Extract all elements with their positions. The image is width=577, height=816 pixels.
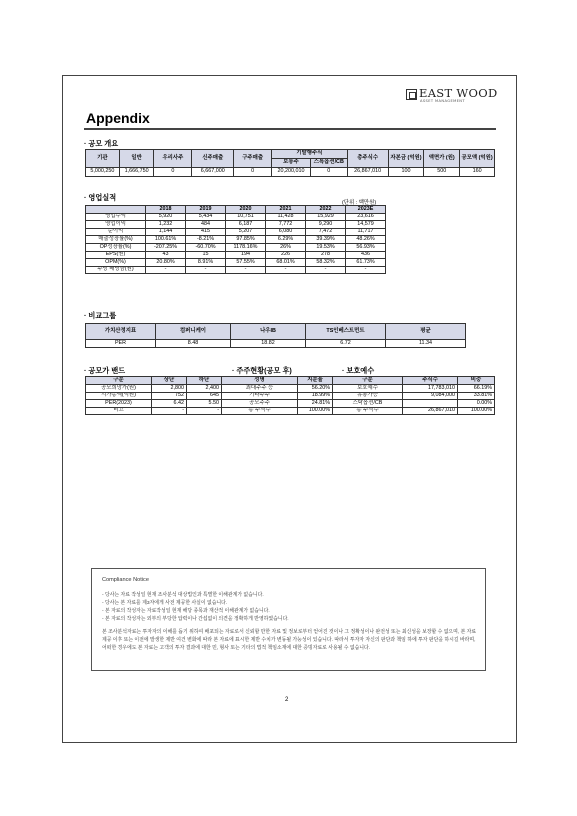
offering-cell: 26,867,010 (347, 168, 388, 177)
compliance-paragraph: 본 조사분석자료는 투자자의 이해를 돕기 위하여 배포되는 자료로서 신뢰할 만한 자료 및 정보로부터 얻어진 것이나 그 정확성이나 완전성 또는 최신성을 보장할 수 없으며, 본 자료 제공 이후 또는 이전에 발생한 제반 여건 변화에 따라 본 자료에 표시한 제반 수치가 변동될 가능성이 있습니다. 따라서 투자자 자신의 판단과 책임 하에 투자 판단을 하시길 바라며, 어떠한 경우에도 본 자료는 고객의 투자 결과에 대한 민, 형사 또는 기타의 법적 책임소재에 대한 증빙자료로 사용될 수 없습니다. (102, 630, 477, 651)
table-row (86, 385, 495, 393)
performance-cell: 9,290 (306, 221, 346, 229)
offering-cell: 500 (424, 168, 460, 177)
peers-cell: 18.82 (231, 340, 306, 348)
lockup-cell: 총 주식수 (333, 407, 403, 415)
table-row (86, 243, 386, 251)
table-row (86, 400, 495, 408)
band-cell: 5.50 (187, 400, 222, 408)
peers-header-cell: 가치산정지표 (86, 324, 156, 340)
lockup-cell: 유통가능 (333, 392, 403, 400)
band-cell: 752 (152, 392, 187, 400)
performance-cell: 1,232 (146, 221, 186, 229)
band-header-cell: 하단 (187, 377, 222, 385)
compliance-bullet: - 당사는 본 자료를 제3자에게 사전 제공한 사실이 없습니다. (102, 601, 228, 606)
performance-cell: 97.85% (226, 236, 266, 244)
holders-heading: · 주주현황(공모 후) (232, 366, 292, 375)
holders-cell: 공모주주 (222, 400, 298, 408)
band-cell: 공모희망가(원) (86, 385, 152, 393)
offering-cell: 0 (310, 168, 347, 177)
lockup-cell (403, 400, 458, 408)
holders-header-cell: 성명 (222, 377, 298, 385)
performance-cell: 20.80% (146, 259, 186, 267)
band-cell: 2,400 (187, 385, 222, 393)
table-row (86, 392, 495, 400)
offering-subheader-cell: 스톡옵션/CB (310, 159, 347, 168)
performance-cell: 484 (186, 221, 226, 229)
performance-header-cell (86, 206, 146, 214)
offering-header-cell: 기발행주식 (272, 150, 348, 159)
table-row (86, 407, 495, 415)
performance-cell: - (346, 266, 386, 274)
offering-header-cell: 구주매출 (234, 150, 272, 168)
performance-cell: 6,187 (226, 221, 266, 229)
performance-cell: 48.26% (346, 236, 386, 244)
performance-cell: -8.21% (186, 236, 226, 244)
lockup-cell: 0.00% (458, 400, 495, 408)
offering-heading: · 공모 개요 (84, 139, 119, 148)
table-row (86, 251, 386, 259)
performance-cell: 15,929 (306, 213, 346, 221)
performance-row-label: 매출성장률(%) (86, 236, 146, 244)
offering-header-cell: 신주매출 (192, 150, 234, 168)
performance-table (85, 205, 386, 274)
offering-table (85, 149, 495, 177)
logo-mark-icon (406, 89, 417, 100)
performance-cell: 14,579 (346, 221, 386, 229)
compliance-notice (91, 568, 486, 671)
lockup-cell: 26,867,010 (403, 407, 458, 415)
performance-cell: 39.39% (306, 236, 346, 244)
page-number: 2 (285, 697, 289, 703)
performance-cell: 15 (186, 251, 226, 259)
holders-cell: 18.99% (298, 392, 333, 400)
peers-cell: PER (86, 340, 156, 348)
performance-cell: 100.61% (146, 236, 186, 244)
table-row (86, 266, 386, 274)
offering-header-cell: 액면가 (원) (424, 150, 460, 168)
performance-cell: 43 (146, 251, 186, 259)
performance-year: 2021 (266, 206, 306, 214)
band-header-cell: 상단 (152, 377, 187, 385)
performance-row-label: 영업이익 (86, 221, 146, 229)
band-heading: · 공모가 밴드 (84, 366, 126, 375)
performance-cell: 5,920 (146, 213, 186, 221)
offering-header-cell: 자본금 (억원) (388, 150, 424, 168)
lockup-header-cell: 구분 (333, 377, 403, 385)
table-row (86, 236, 386, 244)
performance-unit: (단위 : 백만원) (342, 200, 377, 206)
performance-cell: 11,428 (266, 213, 306, 221)
lockup-header-cell: 비중 (458, 377, 495, 385)
peers-header-cell: 나우IB (231, 324, 306, 340)
band-holders-lockup-table (85, 376, 495, 415)
lockup-cell: 9,084,000 (403, 392, 458, 400)
title-divider (84, 128, 496, 130)
offering-cell: 5,000,250 (86, 168, 120, 177)
performance-cell: 278 (306, 251, 346, 259)
holders-cell: 최대주주 등 (222, 385, 298, 393)
band-cell: 시가총액(억원) (86, 392, 152, 400)
peers-header-cell: TS인베스트먼트 (306, 324, 386, 340)
peers-cell: 6.72 (306, 340, 386, 348)
performance-row-label: 순이익 (86, 228, 146, 236)
performance-cell: 68.01% (266, 259, 306, 267)
performance-cell: - (306, 266, 346, 274)
holders-cell: 100.00% (298, 407, 333, 415)
performance-cell: - (226, 266, 266, 274)
offering-cell: 160 (460, 168, 495, 177)
lockup-cell: 17,783,010 (403, 385, 458, 393)
offering-cell: 1,666,750 (119, 168, 154, 177)
performance-cell: 56.93% (346, 243, 386, 251)
table-row (86, 228, 386, 236)
holders-cell: 기타주주 (222, 392, 298, 400)
performance-cell: -60.70% (186, 243, 226, 251)
performance-row-label: EPS(원) (86, 251, 146, 259)
logo-subtitle: ASSET MANAGEMENT (420, 99, 465, 103)
peers-cell: 8.48 (156, 340, 231, 348)
peers-table (85, 323, 466, 348)
performance-row-label: OP성장률(%) (86, 243, 146, 251)
company-logo (406, 88, 506, 108)
band-cell: - (152, 407, 187, 415)
band-cell: 645 (187, 392, 222, 400)
band-cell: 2,800 (152, 385, 187, 393)
performance-cell: 6.29% (266, 236, 306, 244)
compliance-bullet: - 본 자료의 작성자는 자료작성일 현재 해당 종목과 재산적 이해관계가 없습니다. (102, 609, 270, 614)
offering-cell: 20,200,010 (272, 168, 311, 177)
performance-year: 2018 (146, 206, 186, 214)
performance-cell: 415 (186, 228, 226, 236)
performance-cell: 26% (266, 243, 306, 251)
performance-cell: - (186, 266, 226, 274)
performance-cell: 7,472 (306, 228, 346, 236)
compliance-bullet: - 본 자료의 작성자는 외부의 부당한 압력이나 간섭없이 의견을 정확하게 반영하였습니다. (102, 617, 289, 622)
table-row (86, 168, 495, 177)
performance-cell: 61.73% (346, 259, 386, 267)
lockup-cell: 33.81% (458, 392, 495, 400)
performance-cell: 6,080 (266, 228, 306, 236)
logo-name: EAST WOOD (419, 86, 498, 100)
performance-cell: 194 (226, 251, 266, 259)
performance-cell: 5,207 (226, 228, 266, 236)
performance-heading: · 영업실적 (84, 193, 117, 202)
table-row (86, 221, 386, 229)
performance-row-label: 영업수익 (86, 213, 146, 221)
band-cell: 비고 (86, 407, 152, 415)
lockup-cell: 66.19% (458, 385, 495, 393)
peers-cell: 11.34 (386, 340, 466, 348)
holders-cell: 총 주식수 (222, 407, 298, 415)
lockup-cell: 스탁옵션/CB (333, 400, 403, 408)
performance-cell: 10,751 (226, 213, 266, 221)
holders-cell: 56.20% (298, 385, 333, 393)
table-row (86, 213, 386, 221)
offering-cell: 6,667,000 (192, 168, 234, 177)
offering-cell: 100 (388, 168, 424, 177)
band-cell: - (187, 407, 222, 415)
offering-header-cell: 공모액 (억원) (460, 150, 495, 168)
performance-year: 2020 (226, 206, 266, 214)
performance-year: 2023E (346, 206, 386, 214)
performance-cell: 23,616 (346, 213, 386, 221)
performance-cell: 8.91% (186, 259, 226, 267)
performance-cell: 57.55% (226, 259, 266, 267)
performance-cell: - (146, 266, 186, 274)
performance-cell: 1,144 (146, 228, 186, 236)
holders-cell: 24.81% (298, 400, 333, 408)
performance-cell: 1178.16% (226, 243, 266, 251)
offering-header-cell: 기관 (86, 150, 120, 168)
compliance-bullet: - 당사는 자료 작성일 현재 조사분석 대상법인과 특별한 이해관계가 없습니다. (102, 593, 264, 598)
page-title: Appendix (86, 110, 150, 126)
band-cell: PER(2023) (86, 400, 152, 408)
offering-subheader-cell: 보통주 (272, 159, 311, 168)
lockup-heading: · 보호예수 (342, 366, 375, 375)
lockup-cell: 100.00% (458, 407, 495, 415)
table-row (86, 340, 466, 348)
offering-cell: 0 (154, 168, 192, 177)
band-header-cell: 구분 (86, 377, 152, 385)
peers-heading: · 비교그룹 (84, 311, 117, 320)
lockup-cell: 보호예수 (333, 385, 403, 393)
performance-cell: -207.25% (146, 243, 186, 251)
peers-header-cell: 컴퍼니케이 (156, 324, 231, 340)
performance-cell: 19.53% (306, 243, 346, 251)
offering-header-cell: 일반 (119, 150, 154, 168)
performance-cell: 436 (346, 251, 386, 259)
performance-year: 2019 (186, 206, 226, 214)
performance-cell: 11,717 (346, 228, 386, 236)
performance-row-label: OPM(%) (86, 259, 146, 267)
lockup-header-cell: 주식수 (403, 377, 458, 385)
offering-header-cell: 총주식수 (347, 150, 388, 168)
peers-header-cell: 평균 (386, 324, 466, 340)
holders-header-cell: 지분율 (298, 377, 333, 385)
performance-cell: 7,772 (266, 221, 306, 229)
compliance-title: Compliance Notice (102, 577, 149, 583)
performance-cell: 226 (266, 251, 306, 259)
band-cell: 6.42 (152, 400, 187, 408)
performance-year: 2022 (306, 206, 346, 214)
table-row (86, 259, 386, 267)
performance-row-label: 주당 배당금(원) (86, 266, 146, 274)
performance-cell: 5,434 (186, 213, 226, 221)
performance-cell: - (266, 266, 306, 274)
offering-cell: 0 (234, 168, 272, 177)
performance-cell: 58.32% (306, 259, 346, 267)
offering-header-cell: 우리사주 (154, 150, 192, 168)
